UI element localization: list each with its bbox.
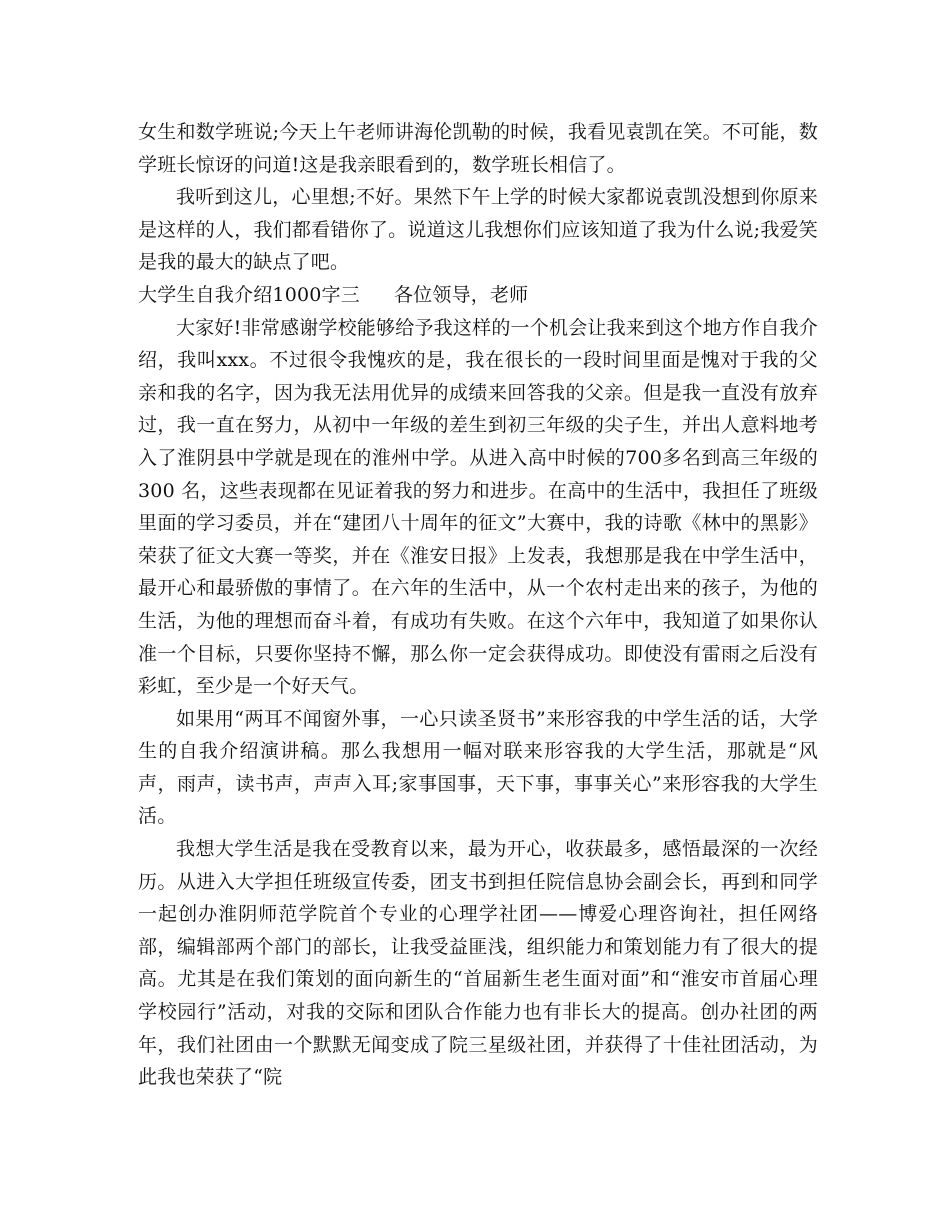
paragraph-1: 女生和数学班说;今天上午老师讲海伦凯勒的时候，我看见袁凯在笑。不可能，数学班长惊讶的问道!这是我亲眼看到的，数学班长相信了。 xyxy=(138,121,818,176)
paragraph-3: 大家好!非常感谢学校能够给予我这样的一个机会让我来到这个地方作自我介绍，我叫xxx。不过很令我愧疚的是，我在很长的一段时间里面是愧对于我的父亲和我的名字，因为我无法用优异的成绩来回答我的父亲。但是我一直没有放弃过，我一直在努力，从初中一年级的差生到初三年级的尖子生，并出人意料地考入了淮阴县中学就是现在的淮州中学。从进入高中时候的700多名到高三年级的300 名，这些表现都在见证着我的努力和进步。在高中的生活中，我担任了班级里面的学习委员，并在“建团八十周年的征文”大赛中，我的诗歌《林中的黑影》荣获了征文大赛一等奖，并在《淮安日报》上发表，我想那是我在中学生活中，最开心和最骄傲的事情了。在六年的生活中，从一个农村走出来的孩子，为他的生活，为他的理想而奋斗着，有成功有失败。在这个六年中，我知道了如果你认准一个目标，只要你坚持不懈，那么你一定会获得成功。即使没有雷雨之后没有彩虹，至少是一个好天气。 xyxy=(138,316,818,698)
paragraph-4: 如果用“两耳不闻窗外事，一心只读圣贤书”来形容我的中学生活的话，大学生的自我介绍演讲稿。那么我想用一幅对联来形容我的大学生活，那就是“风声，雨声，读书声，声声入耳;家事国事，天下事，事事关心”来形容我的大学生活。 xyxy=(138,707,818,828)
paragraph-5: 我想大学生活是我在受教育以来，最为开心，收获最多，感悟最深的一次经历。从进入大学担任班级宣传委，团支书到担任院信息协会副会长，再到和同学一起创办淮阴师范学院首个专业的心理学社团——博爱心理咨询社，担任网络部，编辑部两个部门的部长，让我受益匪浅，组织能力和策划能力有了很大的提高。尤其是在我们策划的面向新生的“首届新生老生面对面”和“淮安市首届心理学校园行”活动，对我的交际和团队合作能力也有非长大的提高。创办社团的两年，我们社团由一个默默无闻变成了院三星级社团，并获得了十佳社团活动，为此我也荣获了“院 xyxy=(138,838,818,1089)
section-heading xyxy=(138,279,818,312)
paragraph-2: 我听到这儿，心里想;不好。果然下午上学的时候大家都说袁凯没想到你原来是这样的人，我们都看错你了。说道这儿我想你们应该知道了我为什么说;我爱笑是我的最大的缺点了吧。 xyxy=(138,186,818,274)
section-greeting: 各位领导，老师 xyxy=(393,283,529,306)
section-title: 大学生自我介绍1000字三 xyxy=(138,283,360,306)
document-body xyxy=(138,116,818,1094)
